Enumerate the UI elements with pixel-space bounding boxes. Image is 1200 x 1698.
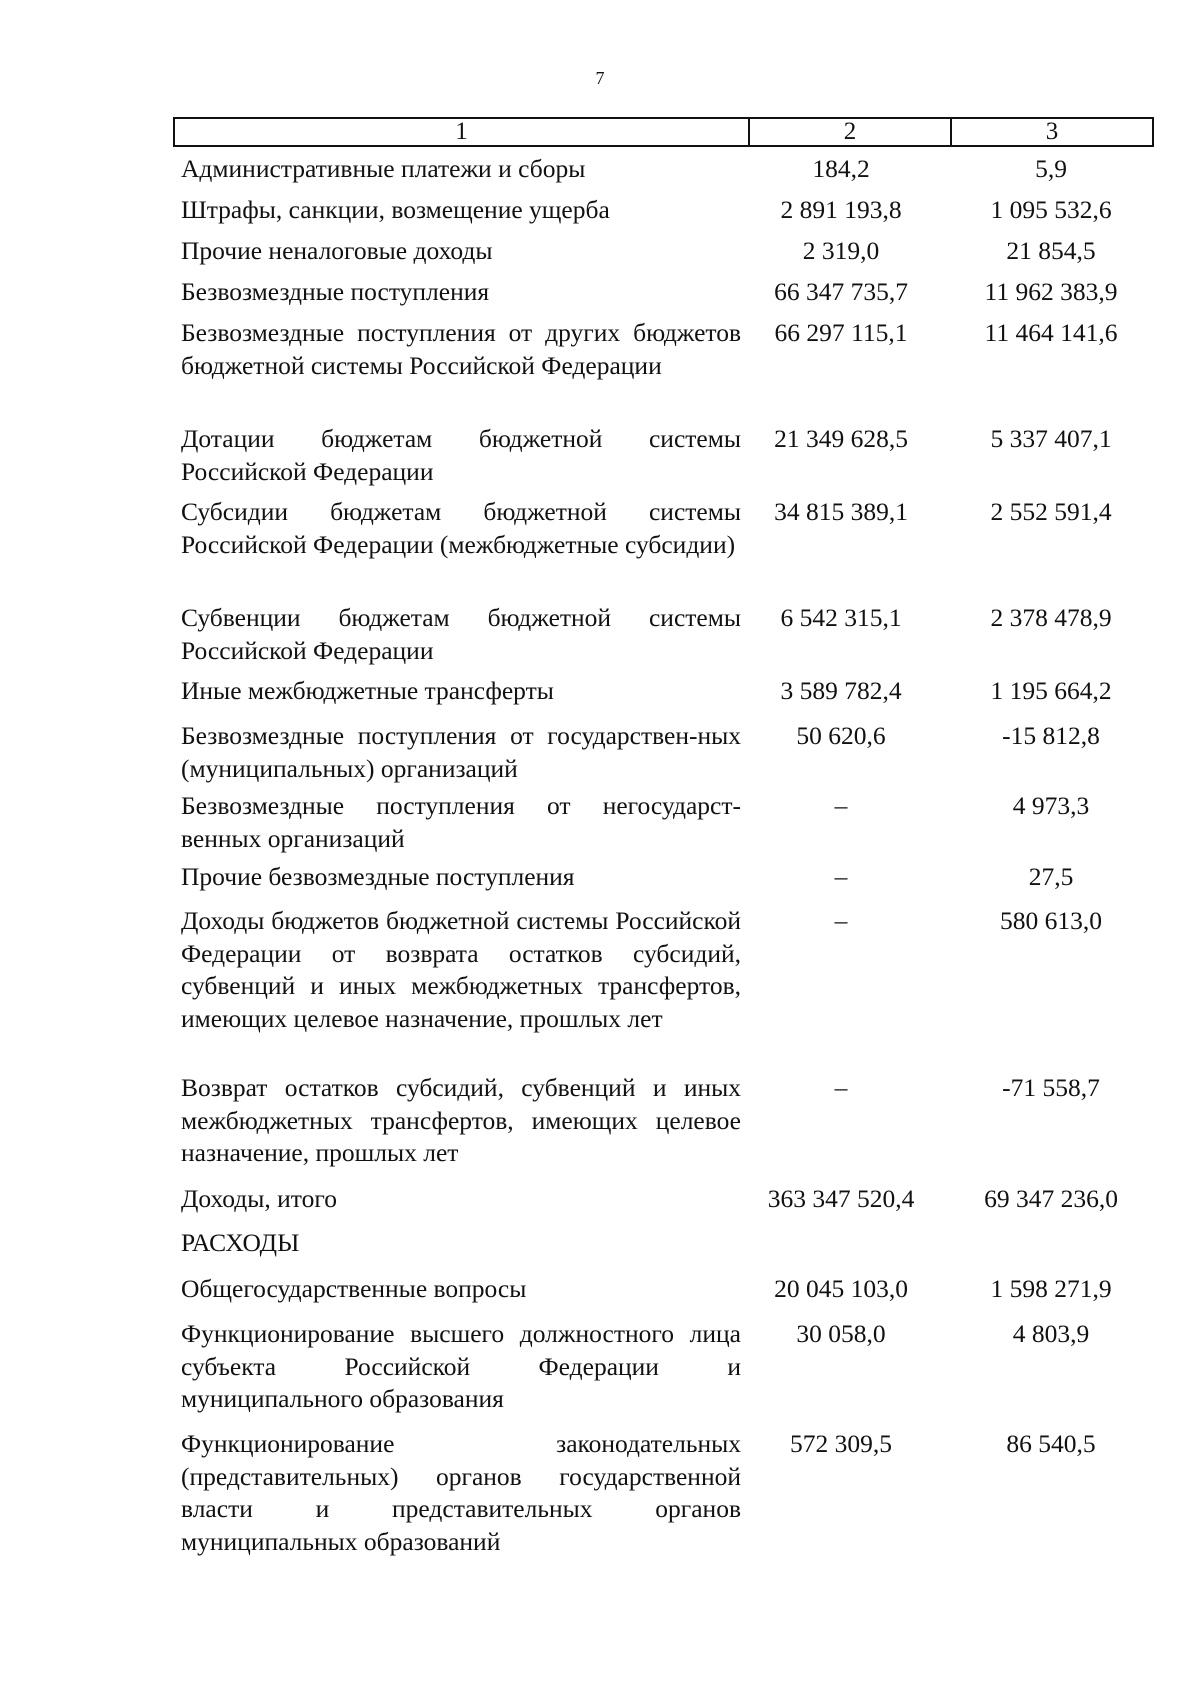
column-2-header: 2 — [750, 119, 952, 145]
row-label: Возврат остатков субсидий, субвенций и иных межбюджетных трансфертов, имеющих целевое назначение, прошлых лет — [181, 1073, 741, 1167]
row-value-col3: 27,5 — [1028, 862, 1074, 891]
row-label: Прочие безвозмездные поступления — [181, 862, 575, 891]
table-header-row — [173, 117, 1154, 147]
row-value-col2: 34 815 389,1 — [774, 497, 908, 526]
row-label: Прочие неналоговые доходы — [181, 236, 493, 265]
row-value-col2: 184,2 — [812, 154, 870, 183]
row-value-col3: 5,9 — [1035, 154, 1067, 183]
row-label: Штрафы, санкции, возмещение ущерба — [181, 195, 610, 224]
row-value-col2: – — [834, 791, 848, 820]
row-value-col2: 2 319,0 — [802, 236, 880, 265]
row-label: Доходы, итого — [181, 1184, 337, 1213]
row-value-col2: 66 347 735,7 — [774, 277, 908, 306]
row-value-col3: 11 962 383,9 — [984, 277, 1118, 306]
row-value-col3: 1 598 271,9 — [990, 1274, 1112, 1303]
row-label: Административные платежи и сборы — [181, 154, 586, 183]
column-3-header: 3 — [1045, 119, 1059, 145]
row-label: Дотации бюджетам бюджетной системы Российской Федерации — [181, 424, 741, 486]
row-value-col3: 580 613,0 — [1000, 906, 1102, 935]
row-value-col2: – — [834, 906, 848, 935]
row-label: Функционирование высшего должностного лица субъекта Российской Федерации и муниципального образования — [181, 1319, 741, 1413]
row-label: Доходы бюджетов бюджетной системы Российской Федерации от возврата остатков субсидий, субвенций и иных межбюджетных трансфертов, имеющих целевое назначение, прошлых лет — [181, 906, 741, 1033]
row-value-col3: 4 973,3 — [1012, 791, 1090, 820]
row-label: Безвозмездные поступления от других бюджетов бюджетной системы Российской Федерации — [181, 318, 741, 380]
row-value-col3: 2 552 591,4 — [990, 497, 1112, 526]
row-value-col3: -15 812,8 — [1002, 721, 1100, 750]
row-value-col2: 30 058,0 — [796, 1319, 886, 1348]
row-value-col2: 572 309,5 — [790, 1429, 892, 1458]
row-value-col3: 2 378 478,9 — [990, 603, 1112, 632]
page-number: 7 — [595, 68, 605, 88]
column-1-header: 1 — [175, 119, 750, 145]
row-value-col3: 69 347 236,0 — [984, 1184, 1118, 1213]
row-value-col3: 5 337 407,1 — [990, 424, 1112, 453]
section-heading-expenses: РАСХОДЫ — [181, 1228, 300, 1257]
row-label: Общегосударственные вопросы — [181, 1274, 527, 1303]
row-label: Иные межбюджетные трансферты — [181, 676, 554, 705]
row-label: Безвозмездные поступления — [181, 277, 490, 306]
row-value-col3: 11 464 141,6 — [984, 318, 1118, 347]
row-value-col3: -71 558,7 — [1002, 1073, 1100, 1102]
row-label: Безвозмездные поступления от государствен-ных (муниципальных) организаций — [181, 721, 741, 783]
row-value-col3: 1 195 664,2 — [990, 676, 1112, 705]
row-value-col3: 86 540,5 — [1006, 1429, 1096, 1458]
row-value-col2: 363 347 520,4 — [767, 1184, 915, 1213]
row-value-col3: 1 095 532,6 — [990, 195, 1112, 224]
row-value-col3: 4 803,9 — [1012, 1319, 1090, 1348]
row-value-col2: 66 297 115,1 — [774, 318, 908, 347]
row-label: Функционирование законодательных (представительных) органов государственной власти и представительных органов муниципальных образований — [181, 1429, 741, 1556]
row-value-col2: 21 349 628,5 — [774, 424, 908, 453]
row-value-col2: 20 045 103,0 — [774, 1274, 908, 1303]
row-label: Субвенции бюджетам бюджетной системы Российской Федерации — [181, 603, 741, 665]
row-value-col2: 50 620,6 — [796, 721, 886, 750]
row-value-col2: – — [834, 1073, 848, 1102]
row-label: Субсидии бюджетам бюджетной системы Российской Федерации (межбюджетные субсидии) — [181, 497, 741, 559]
row-label: Безвозмездные поступления от негосударст-венных организаций — [181, 791, 741, 853]
row-value-col2: 6 542 315,1 — [780, 603, 902, 632]
row-value-col3: 21 854,5 — [1006, 236, 1096, 265]
row-value-col2: 3 589 782,4 — [780, 676, 902, 705]
row-value-col2: 2 891 193,8 — [780, 195, 902, 224]
row-value-col2: – — [834, 862, 848, 891]
